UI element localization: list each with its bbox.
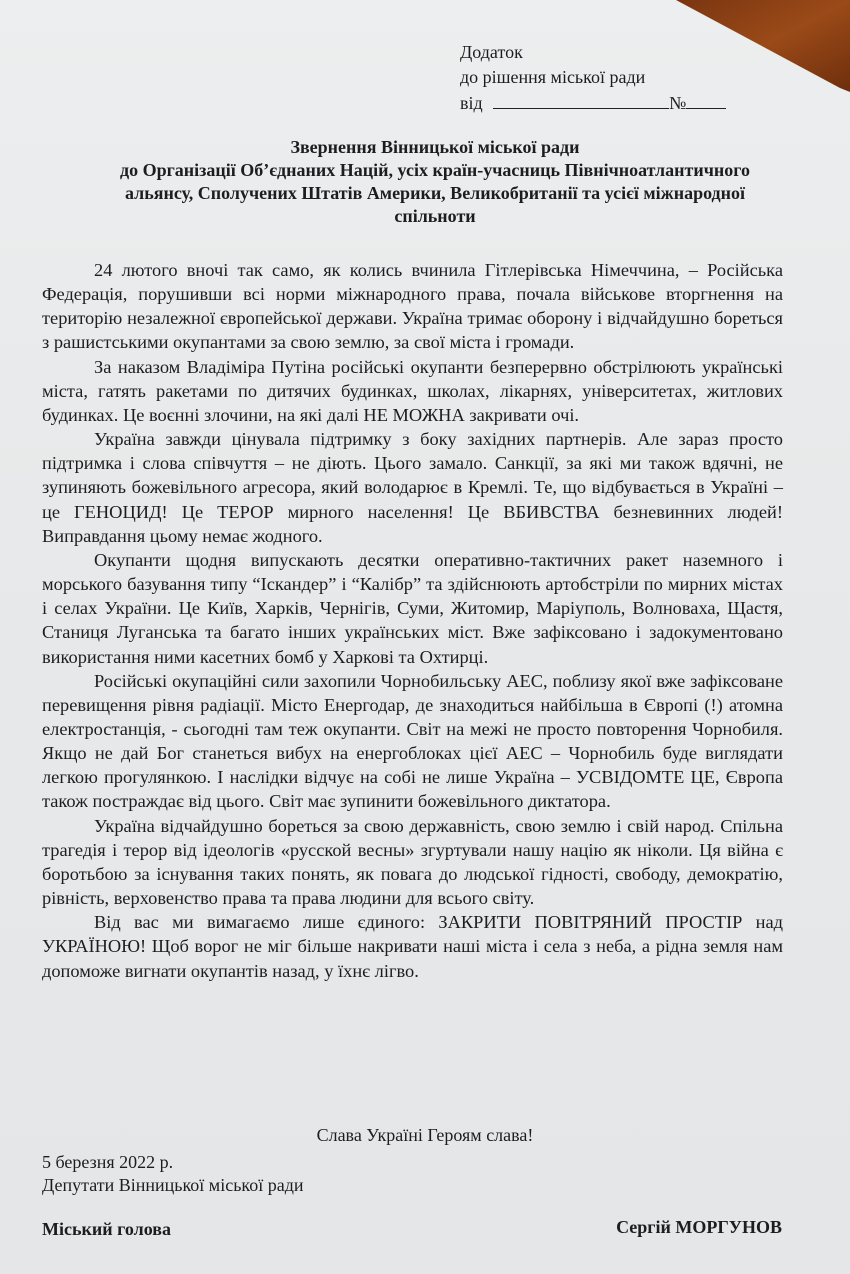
paragraph: Російські окупаційні сили захопили Чорнобильську АЕС, поблизу якої вже зафіксоване перевищення рівня радіації. Місто Енергодар, де знаходиться найбільша в Європі (!) атомна електростанція, - сьогодні там теж окупанти. Світ на межі не просто повторення Чорнобиля. Якщо не дай Бог станеться вибух на енергоблоках цієї АЕС – Чорнобиль буде виглядати легкою прогулянкою. І наслідки відчує на собі не лише Україна – УСВІДОМТЕ ЦЕ, Європа також постраждає від цього. Світ має зупинити божевільного диктатора.: [42, 670, 783, 812]
annex-block: [460, 40, 726, 116]
annex-decision-label: до рішення міської ради: [460, 67, 646, 87]
paragraph: За наказом Владіміра Путіна російські окупанти безперервно обстрілюють українські міста, гатять ракетами по дитячих будинках, школах, лікарнях, університетах, житлових будинках. Це воєнні злочини, на які далі НЕ МОЖНА закривати очі.: [42, 356, 783, 425]
paragraph: Україна відчайдушно бореться за свою державність, свою землю і свій народ. Спільна трагедія і терор від ідеологів «русской весны» згуртували нашу націю як ніколи. Ця війна є боротьбою за існування таких понять, як повага до людської гідності, свободу, демократію, рівність, верховенство права та права людини для всього світу.: [42, 815, 783, 909]
annex-date-line: [460, 90, 726, 116]
deputies-label: Депутати Вінницької міської ради: [42, 1175, 304, 1195]
paragraph: Україна завжди цінувала підтримку з боку західних партнерів. Але зараз просто підтримка і слова співчуття – не діють. Цього замало. Санкції, за які ми також вдячні, не зупиняють божевільного агресора, який володарює в Кремлі. Те, що відбувається в Україні – це ГЕНОЦИД! Це ТЕРОР мирного населення! Це ВБИВСТВА безневинних людей! Виправдання цьому немає жодного.: [42, 429, 783, 546]
title-line-1: Звернення Вінницької міської ради: [290, 137, 580, 157]
annex-label: Додаток: [460, 42, 523, 62]
paragraph: Окупанти щодня випускають десятки оперативно-тактичних ракет наземного і морського базування типу “Іскандер” і “Калібр” та здійснюють артобстріли по мирних містах і селах України. Це Київ, Харків, Чернігів, Суми, Житомир, Маріуполь, Волноваха, Щастя, Станиця Луганська та багато інших українських міст. Вже зафіксовано і задокументовано використання ними касетних бомб у Харкові та Охтирці.: [42, 549, 783, 667]
title-line-4: спільноти: [394, 206, 476, 226]
document-title: [40, 136, 830, 228]
signatory-name: Сергій МОРГУНОВ: [616, 1217, 782, 1237]
paragraph: 24 лютого вночі так само, як колись вчинила Гітлерівська Німеччина, – Російська Федерація, порушивши всі норми міжнародного права, почала військове вторгнення на територію незалежної європейської держави. Україна тримає оборону і відчайдушно бореться з рашистськими окупантами за свою землю, за свої міста і громади.: [42, 260, 783, 353]
closing-slogan: Слава Україні Героям слава!: [316, 1125, 534, 1145]
date-blank: [493, 90, 669, 109]
document-date: 5 березня 2022 р.: [42, 1152, 174, 1172]
paragraph: Від вас ми вимагаємо лише єдиного: ЗАКРИТИ ПОВІТРЯНИЙ ПРОСТІР над УКРАЇНОЮ! Щоб ворог не міг більше накривати наші міста і села з неба, а рідна земля нам допоможе вигнати окупантів назад, у їхнє лігво.: [42, 912, 783, 981]
title-line-2: до Організації Об’єднаних Націй, усіх країн-учасниць Північноатлантичного: [120, 160, 750, 180]
title-line-3: альянсу, Сполучених Штатів Америки, Великобританії та усієї міжнародної: [124, 183, 746, 203]
annex-number-label: №: [669, 93, 687, 113]
signatory-title: Міський голова: [42, 1219, 171, 1239]
document-body: [42, 258, 783, 983]
number-blank: [686, 90, 726, 109]
annex-date-label: від: [460, 93, 483, 113]
